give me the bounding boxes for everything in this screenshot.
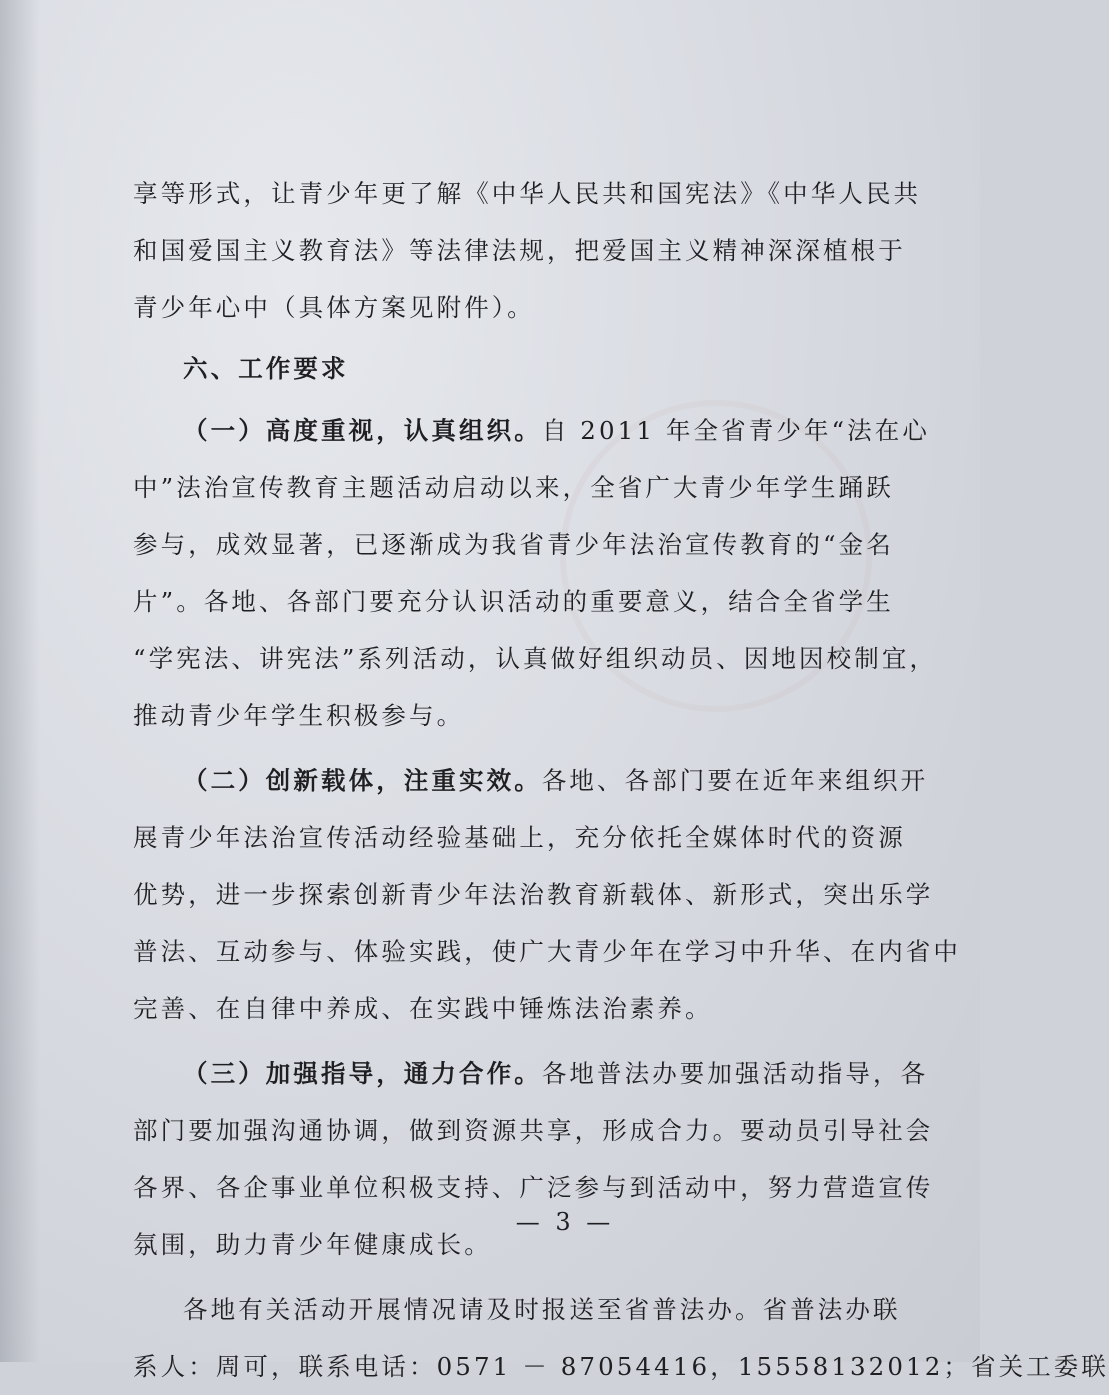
item3-title: （三）加强指导，通力合作。 [183,1059,542,1088]
item2-first-line [133,752,929,809]
item3-line-4: 氛围，助力青少年健康成长。 [133,1230,492,1259]
item1-line1-rest: 自 2011 年全省青少年“法在心 [541,416,930,445]
intro-line-2: 和国爱国主义教育法》等法律法规，把爱国主义精神深深植根于 [133,236,906,265]
page-number: — 3 — [515,1208,615,1236]
item1-first-line [133,402,930,459]
item2-line-2: 展青少年法治宣传活动经验基础上，充分依托全媒体时代的资源 [133,823,906,852]
item3-first-line [133,1045,929,1102]
closing-line-1: 各地有关活动开展情况请及时报送至省普法办。省普法办联 [183,1295,901,1324]
item1-line-2: 中”法治宣传教育主题活动启动以来，全省广大青少年学生踊跃 [133,473,894,502]
item3-line-3: 各界、各企事业单位积极支持、广泛参与到活动中，努力营造宣传 [133,1173,934,1202]
item1-line-3: 参与，成效显著，已逐渐成为我省青少年法治宣传教育的“金名 [133,530,894,559]
item2-line-4: 普法、互动参与、体验实践，使广大青少年在学习中升华、在内省中 [133,937,961,966]
intro-line-3: 青少年心中（具体方案见附件）。 [133,293,535,322]
item1-line-4: 片”。各地、各部门要充分认识活动的重要意义，结合全省学生 [133,587,894,616]
item3-line-2: 部门要加强沟通协调，做到资源共享，形成合力。要动员引导社会 [133,1116,934,1145]
section-heading: 六、工作要求 [183,354,349,383]
item2-line1-rest: 各地、各部门要在近年来组织开 [541,766,929,795]
item1-line-6: 推动青少年学生积极参与。 [133,701,465,730]
item1-line-5: “学宪法、讲宪法”系列活动，认真做好组织动员、因地因校制宜， [133,644,938,673]
item2-line-5: 完善、在自律中养成、在实践中锤炼法治素养。 [133,994,713,1023]
item2-line-3: 优势，进一步探索创新青少年法治教育新载体、新形式，突出乐学 [133,880,934,909]
closing-line-2: 系人：周可，联系电话：0571 － 87054416，15558132012；省关工委联 [133,1352,1109,1381]
item3-line1-rest: 各地普法办要加强活动指导，各 [541,1059,929,1088]
page-fold-shadow [0,0,40,1362]
item1-title: （一）高度重视，认真组织。 [183,416,542,445]
item2-title: （二）创新载体，注重实效。 [183,766,542,795]
intro-line-1: 享等形式，让青少年更了解《中华人民共和国宪法》《中华人民共 [133,179,922,208]
